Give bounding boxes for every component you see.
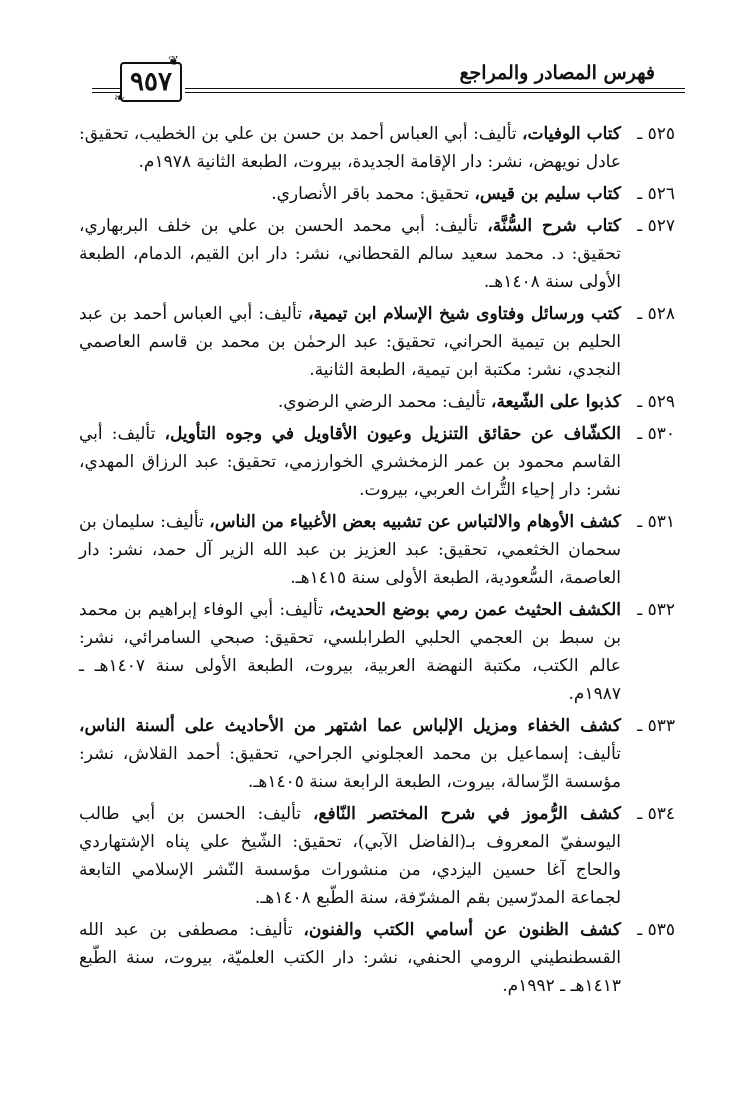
page-number: ٩٥٧ [130,67,172,97]
bibliography-entry [79,596,675,708]
entry-title: كتاب الوفيات، [522,124,622,144]
entry-details: تأليف: مصطفى بن عبد الله القسطنطيني الرومي الحنفي، نشر: دار الكتب العلميّة، بيروت، سنة الطّبع ١٤١٣هـ ـ ١٩٩٢م. [79,920,621,996]
bibliography-list [79,120,675,1004]
entry-number: ٥٣٤ ـ [637,804,675,824]
entry-title: كشف الرُّموز في شرح المختصر النّافع، [312,804,621,824]
entry-title: الكشف الحثيث عمن رمي بوضع الحديث، [329,600,621,620]
entry-title: كذبوا على الشّيعة، [490,392,621,412]
entry-title: الكشّاف عن حقائق التنزيل وعيون الأقاويل في وجوه التأويل، [164,424,622,444]
entry-details: تأليف: الحسن بن أبي طالب اليوسفيّ المعروف بـ(الفاضل الآبي)، تحقيق: الشّيخ علي پناه الإشتهاردي والحاج آغا حسين اليزدي، من منشورات مؤسسة النّشر الإسلامي التابعة لجماعة المدرّسين بقم المشرّفة، سنة الطّبع ١٤٠٨هـ. [79,804,621,908]
entry-title: كشف الخفاء ومزيل الإلباس عما اشتهر من الأحاديث على ألسنة الناس، [79,716,621,736]
entry-number: ٥٣٣ ـ [637,716,675,736]
bibliography-entry [79,212,675,296]
entry-title: كتب ورسائل وفتاوى شيخ الإسلام ابن تيمية، [308,304,621,324]
flourish-ornament-icon: ❧ [114,91,125,106]
entry-number: ٥٢٥ ـ [637,124,675,144]
entry-number: ٥٣٥ ـ [637,920,675,940]
entry-details: تأليف: أبي الوفاء إبراهيم بن محمد بن سبط بن العجمي الحلبي الطرابلسي، تحقيق: صبحي السامرائي، نشر: عالم الكتب، مكتبة النهضة العربية، بيروت، الطبعة الأولى سنة ١٤٠٧هـ ـ ١٩٨٧م. [79,600,621,704]
bibliography-entry [79,388,675,416]
entry-title: كشف الظنون عن أسامي الكتب والفنون، [303,920,621,940]
bibliography-entry [79,180,675,208]
entry-details: تأليف: أبي العباس أحمد بن حسن بن علي بن الخطيب، تحقيق: عادل نويهض، نشر: دار الإقامة الجديدة، بيروت، الطبعة الثانية ١٩٧٨م. [79,124,621,172]
entry-number: ٥٣١ ـ [637,512,675,532]
entry-title: كتاب شرح السُّنَّة، [487,216,621,236]
entry-details: تأليف: سليمان بن سحمان الخثعمي، تحقيق: عبد العزيز بن عبد الله الزير آل حمد، نشر: دار العاصمة، السُّعودية، الطبعة الأولى سنة ١٤١٥هـ. [79,512,621,588]
entry-details: تأليف: محمد الرضي الرضوي. [277,392,491,412]
bibliography-entry [79,508,675,592]
running-header-title: فهرس المصادر والمراجع [459,62,655,84]
bibliography-entry [79,712,675,796]
entry-number: ٥٢٩ ـ [637,392,675,412]
entry-number: ٥٣٠ ـ [637,424,675,444]
entry-title: كشف الأوهام والالتباس عن تشبيه بعض الأغبياء من الناس، [209,512,621,532]
entry-number: ٥٢٧ ـ [637,216,675,236]
entry-number: ٥٣٢ ـ [637,600,675,620]
flourish-ornament-icon: ❦ [168,54,179,69]
bibliography-entry [79,300,675,384]
entry-details: تأليف: أبي محمد الحسن بن علي بن خلف البربهاري، تحقيق: د. محمد سعيد سالم القحطاني، نشر: دار ابن القيم، الدمام، الطبعة الأولى سنة ١٤٠٨هـ. [79,216,621,292]
bibliography-entry [79,420,675,504]
entry-details: تأليف: إسماعيل بن محمد العجلوني الجراحي، تحقيق: أحمد القلاش، نشر: مؤسسة الرِّسالة، بيروت، الطبعة الرابعة سنة ١٤٠٥هـ. [79,744,621,792]
entry-number: ٥٢٨ ـ [637,304,675,324]
bibliography-entry [79,916,675,1000]
entry-title: كتاب سليم بن قيس، [474,184,621,204]
entry-number: ٥٢٦ ـ [637,184,675,204]
bibliography-entry [79,120,675,176]
header-rule [185,88,685,93]
entry-details: تحقيق: محمد باقر الأنصاري. [271,184,475,204]
entry-details: تأليف: أبي القاسم محمود بن عمر الزمخشري الخوارزمي، تحقيق: عبد الرزاق المهدي، نشر: دار إحياء التُّراث العربي، بيروت. [79,424,621,500]
bibliography-entry [79,800,675,912]
entry-details: تأليف: أبي العباس أحمد بن عبد الحليم بن تيمية الحراني، تحقيق: عبد الرحمٰن بن محمد بن قاسم العاصمي النجدي، نشر: مكتبة ابن تيمية، الطبعة الثانية. [79,304,621,380]
